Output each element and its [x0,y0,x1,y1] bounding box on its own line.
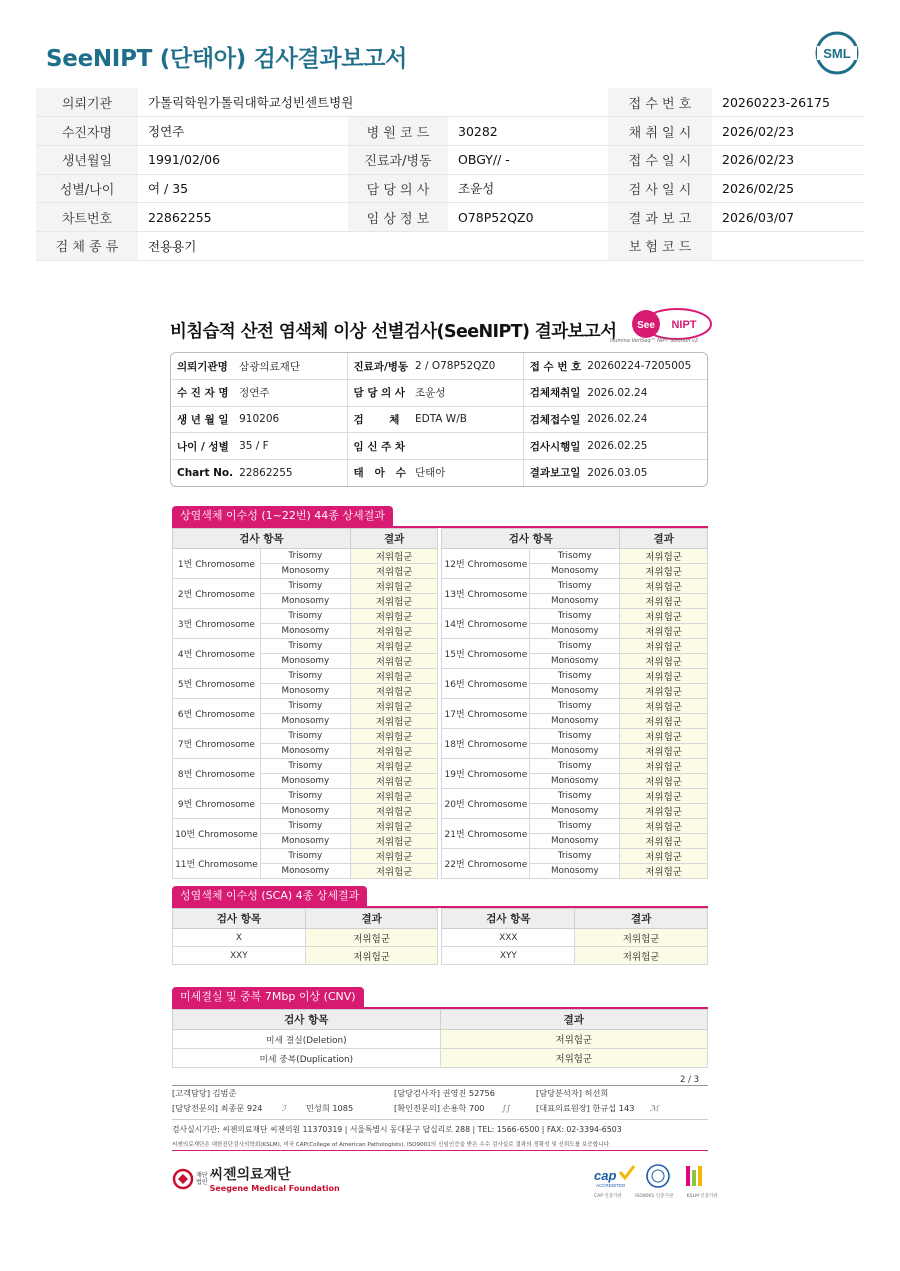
aneuploidy-type: Trisomy [260,849,350,864]
sca-row [173,947,708,965]
aneuploidy-type: Trisomy [260,819,350,834]
autosomal-row [173,789,708,804]
aneuploidy-type: Monosomy [260,834,350,849]
patient-info-value: 조윤성 [448,174,608,203]
aneuploidy-type: Trisomy [530,609,620,624]
signature-3-icon: ℳ [650,1103,659,1113]
patient-info-label: 차트번호 [36,203,138,232]
confirming-specialist: [확인전문의] 손용학 700 [394,1103,485,1113]
report-info-key: 생 년 월 일 [171,406,233,433]
report-info-value [409,433,523,460]
autosomal-col-item: 검사 항목 [173,529,351,549]
patient-info-label: 의뢰기관 [36,88,138,117]
result-value: 저위험군 [620,864,708,879]
chromosome-label: 13번 Chromosome [442,579,530,609]
report-info-key: 담 당 의 사 [347,380,409,407]
sca-col-result: 결과 [575,909,708,929]
specialist-1: [담당전문의] 최종문 924 [172,1103,263,1113]
patient-info-row [36,203,864,232]
aneuploidy-type: Trisomy [530,729,620,744]
column-gap [438,654,442,669]
page-number: 2 / 3 [680,1075,700,1085]
result-value: 저위험군 [620,714,708,729]
result-value: 저위험군 [620,759,708,774]
aneuploidy-type: Trisomy [530,849,620,864]
result-value: 저위험군 [620,549,708,564]
patient-info-label: 담 당 의 사 [348,174,448,203]
report-info-key: 검사시행일 [523,433,581,460]
report-title: 비침습적 산전 염색체 이상 선별검사(SeeNIPT) 결과보고서 [170,322,617,342]
specialist-2: 민성희 1085 [306,1103,354,1113]
patient-info-table [36,88,864,261]
chromosome-label: 2번 Chromosome [173,579,261,609]
cnv-col-item: 검사 항목 [173,1010,441,1030]
result-value: 저위험군 [350,714,438,729]
footer-divider-top [172,1085,708,1086]
report-info-key: 수 진 자 명 [171,380,233,407]
chromosome-label: 15번 Chromosome [442,639,530,669]
cnv-item: 미세 결실(Deletion) [173,1030,441,1049]
report-info-key: 검 체 [347,406,409,433]
cnv-result: 저위험군 [440,1049,707,1068]
report-info-key: 태 아 수 [347,459,409,486]
aneuploidy-type: Trisomy [530,639,620,654]
director: [대표의료원장] 한규섭 143 [536,1103,635,1113]
patient-info-value: 여 / 35 [138,174,348,203]
report-info-table [171,353,707,486]
chromosome-label: 4번 Chromosome [173,639,261,669]
sca-header-row [173,909,708,929]
aneuploidy-type: Monosomy [530,594,620,609]
report-info-value: 2026.03.05 [587,466,648,479]
page-title: SeeNIPT (단태아) 검사결과보고서 [46,46,408,72]
aneuploidy-type: Monosomy [260,654,350,669]
result-value: 저위험군 [620,594,708,609]
column-gap [438,684,442,699]
sca-section-title: 성염색체 이수성 (SCA) 4종 상세결과 [172,886,367,906]
patient-info-label: 채 취 일 시 [608,117,712,146]
result-value: 저위험군 [620,834,708,849]
footer-divider-mid [172,1119,708,1120]
sca-item: XXY [173,947,306,965]
result-value: 저위험군 [620,774,708,789]
result-value: 저위험군 [350,699,438,714]
column-gap [438,774,442,789]
cap-logo-subtext: ACCREDITED [596,1183,626,1188]
aneuploidy-type: Monosomy [530,804,620,819]
result-value: 저위험군 [620,789,708,804]
chromosome-label: 11번 Chromosome [173,849,261,879]
iso-logo-icon [647,1165,669,1187]
result-value: 저위험군 [620,699,708,714]
result-value: 저위험군 [350,759,438,774]
accreditation-note: 씨젠의료재단은 대한진단검사의학회(KSLM), 미국 CAP(College of American Pathologists), ISO9001의 신임인증을 받은 우수 검사실로 결과의 정확성 및 신뢰도를 보증합니다. [172,1142,611,1148]
report-info-value: 910206 [233,406,347,433]
chromosome-label: 16번 Chromosome [442,669,530,699]
patient-info-label: 접 수 일 시 [608,145,712,174]
aneuploidy-type: Monosomy [530,654,620,669]
sca-result: 저위험군 [305,929,438,947]
autosomal-row [173,729,708,744]
chromosome-label: 8번 Chromosome [173,759,261,789]
report-info-key: 의뢰기관명 [171,353,233,380]
report-info-value: EDTA W/B [409,406,523,433]
result-value: 저위험군 [620,684,708,699]
cnv-row [173,1030,708,1049]
result-value: 저위험군 [350,864,438,879]
column-gap [438,834,442,849]
patient-info-row [36,174,864,203]
report-info-value: 단태아 [414,467,446,480]
report-info-row [171,459,707,486]
patient-info-label: 생년월일 [36,145,138,174]
sca-col-item: 검사 항목 [442,909,575,929]
report-info-key: 검체접수일 [523,406,581,433]
report-info-value: 조윤성 [409,380,523,407]
chromosome-label: 10번 Chromosome [173,819,261,849]
report-info-value: 정연주 [233,380,347,407]
patient-info-value: 전용용기 [138,231,608,260]
aneuploidy-type: Trisomy [260,579,350,594]
chromosome-label: 14번 Chromosome [442,609,530,639]
chromosome-label: 12번 Chromosome [442,549,530,579]
chromosome-label: 7번 Chromosome [173,729,261,759]
aneuploidy-type: Trisomy [530,549,620,564]
sca-row [173,929,708,947]
cap-logo-icon [594,1166,634,1188]
sca-result: 저위험군 [575,947,708,965]
patient-info-value [712,231,864,260]
result-value: 저위험군 [350,579,438,594]
report-info-key: 나이 / 성별 [171,433,233,460]
result-value: 저위험군 [350,654,438,669]
result-value: 저위험군 [620,729,708,744]
patient-info-value: O78P52QZ0 [448,203,608,232]
aneuploidy-type: Trisomy [260,759,350,774]
chromosome-label: 6번 Chromosome [173,699,261,729]
kslm-caption: KSLM 인증기관 [686,1194,718,1199]
result-value: 저위험군 [620,639,708,654]
result-value: 저위험군 [350,669,438,684]
patient-info-label: 병 원 코 드 [348,117,448,146]
aneuploidy-type: Monosomy [530,714,620,729]
aneuploidy-type: Trisomy [260,639,350,654]
autosomal-row [173,669,708,684]
report-info-key: 검체채취일 [523,380,581,407]
patient-info-value: 정연주 [138,117,348,146]
result-value: 저위험군 [620,849,708,864]
aneuploidy-type: Monosomy [260,624,350,639]
column-gap [438,624,442,639]
report-info-value: 삼광의료재단 [233,353,347,380]
cnv-header-row [173,1010,708,1030]
patient-info-value: 가톨릭학원가톨릭대학교성빈센트병원 [138,88,608,117]
chromosome-label: 9번 Chromosome [173,789,261,819]
patient-info-value: OBGY// - [448,145,608,174]
column-gap [438,744,442,759]
seenipt-logo-subtitle: Illumina VeriSeq™ NIPT Solution v2 [610,338,699,344]
svg-text:See: See [637,320,655,331]
aneuploidy-type: Trisomy [530,819,620,834]
sca-item: X [173,929,306,947]
result-value: 저위험군 [350,639,438,654]
sca-col-result: 결과 [305,909,438,929]
chromosome-label: 19번 Chromosome [442,759,530,789]
autosomal-col-result: 결과 [620,529,708,549]
chromosome-label: 1번 Chromosome [173,549,261,579]
result-value: 저위험군 [620,609,708,624]
aneuploidy-type: Monosomy [530,684,620,699]
result-value: 저위험군 [350,744,438,759]
patient-info-label: 결 과 보 고 [608,203,712,232]
patient-info-label: 성별/나이 [36,174,138,203]
report-info-box [170,352,708,487]
aneuploidy-type: Monosomy [530,624,620,639]
cap-logo-text: cap [594,1168,617,1183]
patient-info-label: 진료과/병동 [348,145,448,174]
report-info-value: 2026.02.24 [581,406,707,433]
seegene-mark-icon [172,1168,194,1190]
report-info-key: 접 수 번 호 [523,353,581,380]
result-value: 저위험군 [350,804,438,819]
seegene-prefix-bottom: 법인 [196,1178,208,1186]
sca-item: XYY [442,947,575,965]
result-value: 저위험군 [350,819,438,834]
result-value: 저위험군 [350,564,438,579]
chromosome-label: 5번 Chromosome [173,669,261,699]
autosomal-row [173,759,708,774]
sca-result: 저위험군 [305,947,438,965]
patient-info-value: 22862255 [138,203,348,232]
autosomal-row [173,579,708,594]
report-info-row [171,433,707,460]
sca-result: 저위험군 [575,929,708,947]
report-info-value: 22862255 [239,466,293,479]
result-value: 저위험군 [620,819,708,834]
aneuploidy-type: Trisomy [260,609,350,624]
patient-info-value: 30282 [448,117,608,146]
autosomal-row [173,609,708,624]
cap-caption: CAP 인증기관 [594,1194,622,1199]
column-gap [438,564,442,579]
aneuploidy-type: Monosomy [530,564,620,579]
chromosome-label: 3번 Chromosome [173,609,261,639]
chromosome-label: 22번 Chromosome [442,849,530,879]
report-info-value: 20260224-7205005 [581,353,707,380]
column-gap [438,714,442,729]
patient-info-label: 접 수 번 호 [608,88,712,117]
patient-info-label: 보 험 코 드 [608,231,712,260]
certification-captions [594,1193,718,1199]
autosomal-section-title: 상염색체 이수성 (1~22번) 44종 상세결과 [172,506,393,526]
seegene-prefix-top: 재단 [196,1171,208,1179]
aneuploidy-type: Trisomy [530,669,620,684]
column-gap [438,864,442,879]
aneuploidy-type: Monosomy [260,594,350,609]
chromosome-label: 17번 Chromosome [442,699,530,729]
sca-item: XXX [442,929,575,947]
aneuploidy-type: Trisomy [530,759,620,774]
autosomal-row [173,819,708,834]
result-value: 저위험군 [350,549,438,564]
patient-info-row [36,88,864,117]
report-info-row [171,406,707,433]
autosomal-col-item: 검사 항목 [442,529,620,549]
aneuploidy-type: Trisomy [260,669,350,684]
autosomal-results-table [172,528,708,879]
footer-divider-bottom [172,1150,708,1151]
result-value: 저위험군 [350,624,438,639]
result-value: 저위험군 [620,669,708,684]
sca-col-item: 검사 항목 [173,909,306,929]
aneuploidy-type: Trisomy [260,699,350,714]
autosomal-col-result: 결과 [350,529,438,549]
test-performer: [담당검사자] 권영진 52756 [394,1088,495,1098]
result-value: 저위험군 [350,849,438,864]
autosomal-row [173,849,708,864]
chromosome-label: 18번 Chromosome [442,729,530,759]
report-info-row [171,353,707,380]
patient-info-value: 2026/03/07 [712,203,864,232]
cnv-results-table [172,1009,708,1068]
chromosome-label: 21번 Chromosome [442,819,530,849]
patient-info-value: 1991/02/06 [138,145,348,174]
aneuploidy-type: Monosomy [260,864,350,879]
patient-info-value: 2026/02/23 [712,117,864,146]
autosomal-row [173,549,708,564]
aneuploidy-type: Monosomy [260,804,350,819]
signature-2-icon: ∫∫ [502,1103,511,1113]
patient-info-value: 2026/02/23 [712,145,864,174]
report-info-value: 2026.02.25 [581,433,707,460]
analyst: [담당분석자] 허선희 [536,1088,609,1098]
chromosome-label: 20번 Chromosome [442,789,530,819]
autosomal-row [173,699,708,714]
aneuploidy-type: Trisomy [530,579,620,594]
patient-info-value: 20260223-26175 [712,88,864,117]
aneuploidy-type: Monosomy [530,744,620,759]
cnv-result: 저위험군 [440,1030,707,1049]
institution-info: 검사실시기관: 씨젠의료재단 씨젠의원 11370319 | 서울특별시 동대문구 답십리로 288 | TEL: 1566-6500 | FAX: 02-3394-6503 [172,1125,622,1134]
signature-1-icon: ℐ [282,1103,286,1113]
result-value: 저위험군 [620,804,708,819]
result-value: 저위험군 [620,564,708,579]
report-info-value: 35 / F [233,433,347,460]
cnv-item: 미세 중복(Duplication) [173,1049,441,1068]
patient-info-label: 검 사 일 시 [608,174,712,203]
aneuploidy-type: Monosomy [530,774,620,789]
report-info-key: 진료과/병동 [347,353,409,380]
autosomal-row [173,639,708,654]
seegene-english-name: Seegene Medical Foundation [209,1184,340,1193]
seenipt-logo-icon [622,306,714,342]
result-value: 저위험군 [350,594,438,609]
result-value: 저위험군 [350,609,438,624]
column-gap [438,804,442,819]
result-value: 저위험군 [350,684,438,699]
aneuploidy-type: Trisomy [260,789,350,804]
aneuploidy-type: Monosomy [260,744,350,759]
sml-logo-icon [814,30,860,76]
aneuploidy-type: Trisomy [530,789,620,804]
aneuploidy-type: Monosomy [530,864,620,879]
result-value: 저위험군 [620,624,708,639]
kslm-logo-icon [686,1166,702,1186]
aneuploidy-type: Trisomy [530,699,620,714]
seegene-name: 씨젠의료재단 [209,1167,291,1183]
result-value: 저위험군 [620,744,708,759]
aneuploidy-type: Monosomy [530,834,620,849]
svg-text:NIPT: NIPT [671,319,697,331]
seegene-logo [172,1164,340,1193]
aneuploidy-type: Trisomy [260,729,350,744]
patient-info-row [36,231,864,260]
patient-info-row [36,145,864,174]
aneuploidy-type: Monosomy [260,774,350,789]
result-value: 저위험군 [620,579,708,594]
report-info-key: 임 신 주 차 [347,433,409,460]
patient-info-label: 임 상 정 보 [348,203,448,232]
report-info-row [171,380,707,407]
patient-info-label: 검 체 종 류 [36,231,138,260]
result-value: 저위험군 [350,789,438,804]
aneuploidy-type: Monosomy [260,564,350,579]
patient-info-value: 2026/02/25 [712,174,864,203]
cnv-row [173,1049,708,1068]
report-info-key: 결과보고일 [523,459,581,486]
patient-info-label: 수진자명 [36,117,138,146]
report-info-value: 2026.02.24 [581,380,707,407]
aneuploidy-type: Monosomy [260,714,350,729]
autosomal-header-row [173,529,708,549]
customer-manager: [고객담당] 김범준 [172,1088,237,1098]
result-value: 저위험군 [350,729,438,744]
result-value: 저위험군 [350,774,438,789]
cnv-section-title: 미세결실 및 중복 7Mbp 이상 (CNV) [172,987,364,1007]
column-gap [438,594,442,609]
aneuploidy-type: Monosomy [260,684,350,699]
report-info-key: Chart No. [177,466,234,479]
iso-caption: ISO9001 인증기관 [635,1194,674,1199]
result-value: 저위험군 [620,654,708,669]
patient-info-row [36,117,864,146]
sml-logo-text: SML [823,46,851,61]
result-value: 저위험군 [350,834,438,849]
sca-results-table [172,908,708,965]
cnv-col-result: 결과 [440,1010,707,1030]
aneuploidy-type: Trisomy [260,549,350,564]
report-info-value: 2 / O78P52QZ0 [409,353,523,380]
